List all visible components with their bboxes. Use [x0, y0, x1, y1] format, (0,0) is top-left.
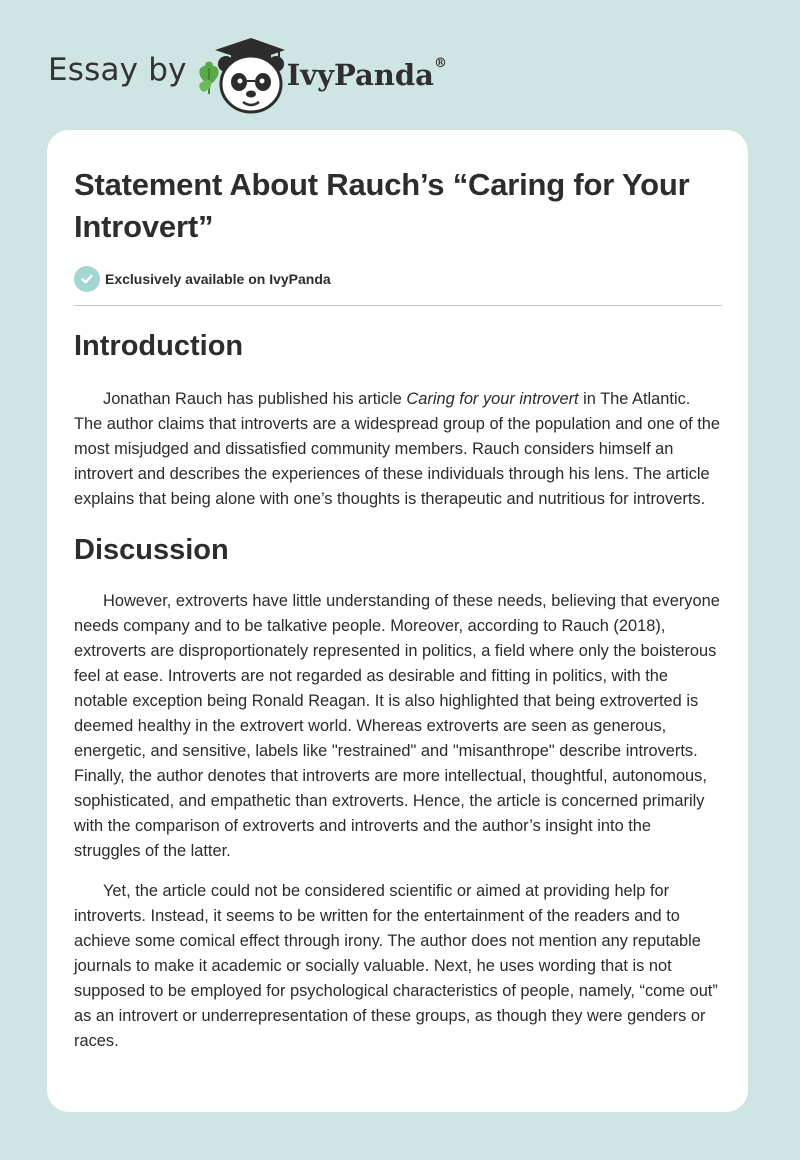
site-header [48, 30, 447, 116]
intro-paragraph: Jonathan Rauch has published his article Caring for your introvert in The Atlantic. The author claims that introverts are a widespread group of the population and one of the most misjudged and dissatisfied community members. Rauch considers himself an introvert and describes the experiences of these individuals through his lens. The article explains that being alone with one’s thoughts is therapeutic and nutritious for introverts. [74, 390, 721, 508]
essay-by-label: Essay by [48, 52, 187, 88]
article-name: Caring for your introvert [406, 390, 579, 408]
registered-mark: ® [433, 56, 447, 71]
badge-label: Exclusively available on IvyPanda [105, 271, 331, 287]
check-icon [74, 266, 100, 292]
section-heading-discussion: Discussion [74, 534, 229, 566]
discussion-paragraph-2: Yet, the article could not be considered scientific or aimed at providing help for introverts. Instead, it seems to be written for the entertainment of the readers and to achieve some comical effect through irony. The author does not mention any reputable journals to make it academic or socially valuable. Next, he uses wording that is not supposed to be employed for psychological characteristics of people, namely, “come out” as an introvert or underrepresentation of these groups, as though they were genders or races. [74, 882, 718, 1050]
panda-graduate-icon[interactable] [193, 30, 289, 116]
divider [74, 305, 722, 306]
brand-name[interactable]: IvyPanda® [286, 56, 447, 92]
discussion-paragraph-1: However, extroverts have little understanding of these needs, believing that everyone needs company and to be talkative people. Moreover, according to Rauch (2018), extroverts are disproportionately represented in politics, a field where only the boisterous feel at ease. Introverts are not regarded as desirable and fitting in politics, with the notable exception being Ronald Reagan. It is also highlighted that being extroverted is deemed healthy in the extrovert world. Whereas extroverts are seen as generous, energetic, and sensitive, labels like "restrained" and "misanthrope" describe introverts. Finally, the author denotes that introverts are more intellectual, thoughtful, autonomous, sophisticated, and empathetic than extroverts. Hence, the article is concerned primarily with the comparison of extroverts and introverts and the author’s insight into the struggles of the latter. [74, 592, 720, 860]
article-title: Statement About Rauch’s “Caring for Your Introvert” [74, 167, 690, 244]
exclusive-badge [74, 266, 722, 292]
article-card [47, 130, 748, 1112]
section-heading-introduction: Introduction [74, 330, 244, 362]
